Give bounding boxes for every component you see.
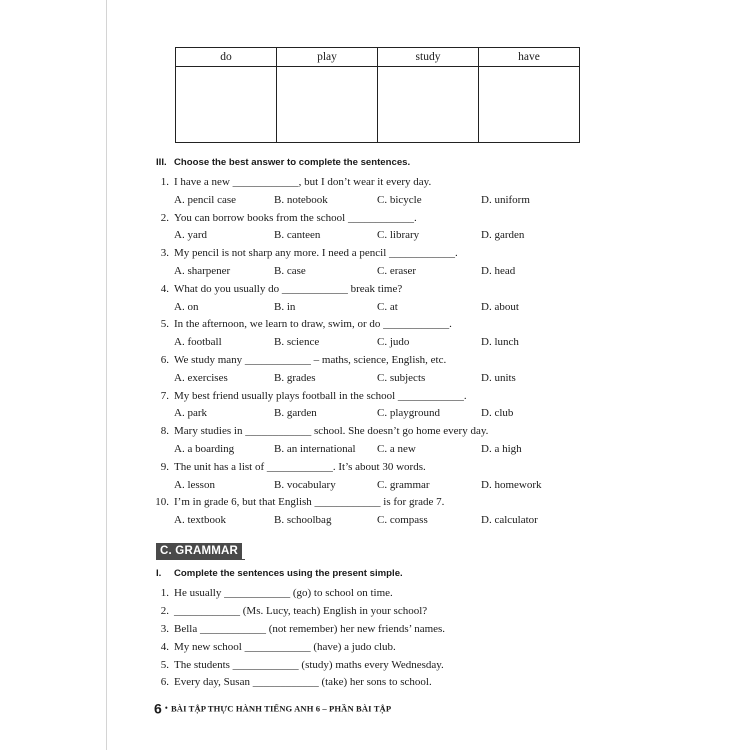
option-c: C. library	[377, 229, 420, 242]
option-c: C. bicycle	[377, 193, 422, 206]
grammar-i-instruction: Complete the sentences using the present simple.	[174, 568, 403, 579]
options-row	[153, 264, 593, 282]
page-footer	[154, 699, 391, 717]
question-row	[153, 460, 593, 478]
question-row	[153, 317, 593, 335]
question-text: I’m in grade 6, but that English ____________ is for grade 7.	[174, 496, 445, 509]
question-number: 9.	[160, 460, 169, 473]
option-a: A. lesson	[174, 478, 215, 491]
question-number: 5.	[160, 318, 169, 331]
grammar-item	[153, 658, 593, 676]
options-row	[153, 371, 593, 389]
option-c: C. judo	[377, 336, 410, 349]
option-c: C. grammar	[377, 478, 430, 491]
options-row	[153, 335, 593, 353]
question-number: 6.	[160, 353, 169, 366]
section-iii-number: III.	[156, 157, 167, 168]
question-text: In the afternoon, we learn to draw, swim, or do ____________.	[174, 318, 452, 331]
option-c: C. eraser	[377, 264, 417, 277]
grammar-item-number: 3.	[160, 622, 169, 635]
question-row	[153, 389, 593, 407]
question-text: My pencil is not sharp any more. I need a pencil ____________.	[174, 247, 458, 260]
bullet-icon: •	[164, 703, 168, 714]
grammar-item	[153, 604, 593, 622]
grammar-list	[153, 586, 593, 693]
table-header-study: study	[378, 48, 479, 67]
option-a: A. park	[174, 407, 207, 420]
grammar-item-text: He usually ____________ (go) to school on time.	[174, 587, 393, 599]
option-c: C. a new	[377, 442, 416, 455]
question-text: We study many ____________ – maths, science, English, etc.	[174, 353, 447, 366]
option-a: A. exercises	[174, 371, 228, 384]
option-c: C. compass	[377, 514, 428, 527]
section-c-badge: C. GRAMMAR	[156, 543, 242, 559]
option-d: D. calculator	[481, 514, 538, 527]
option-d: D. garden	[481, 229, 525, 242]
option-d: D. homework	[481, 478, 542, 491]
option-d: D. a high	[481, 442, 522, 455]
option-d: D. about	[481, 300, 519, 313]
grammar-item-text: My new school ____________ (have) a judo club.	[174, 640, 396, 653]
section-iii-instruction: Choose the best answer to complete the sentences.	[174, 157, 411, 168]
options-row	[153, 228, 593, 246]
option-b: B. garden	[274, 407, 317, 420]
question-row	[153, 424, 593, 442]
table-cell-do	[176, 67, 277, 143]
options-row	[153, 406, 593, 424]
question-number: 1.	[160, 176, 169, 188]
option-a: A. a boarding	[174, 442, 235, 455]
option-c: C. subjects	[377, 371, 426, 384]
question-text: Mary studies in ____________ school. She doesn’t go home every day.	[174, 425, 489, 438]
options-row	[153, 513, 593, 531]
grammar-item-number: 2.	[160, 604, 169, 617]
option-a: A. textbook	[174, 514, 226, 527]
option-b: B. schoolbag	[274, 514, 332, 527]
question-text: You can borrow books from the school ____________.	[174, 211, 417, 224]
option-b: B. notebook	[274, 193, 328, 206]
question-row	[153, 211, 593, 229]
question-row	[153, 175, 593, 193]
grammar-item-text: ____________ (Ms. Lucy, teach) English in your school?	[174, 604, 428, 617]
option-a: A. football	[174, 336, 222, 349]
grammar-item-text: Bella ____________ (not remember) her new friends’ names.	[174, 622, 446, 635]
option-d: D. uniform	[481, 193, 530, 206]
table-cell-study	[378, 67, 479, 143]
question-row	[153, 353, 593, 371]
option-a: A. yard	[174, 229, 207, 242]
question-text: The unit has a list of ____________. It’s about 30 words.	[174, 460, 426, 473]
page-number: 6	[154, 700, 162, 717]
option-b: B. case	[274, 264, 306, 277]
question-row	[153, 282, 593, 300]
table-cell-play	[277, 67, 378, 143]
grammar-item-text: Every day, Susan ____________ (take) her sons to school.	[174, 676, 432, 689]
grammar-i-number: I.	[156, 568, 162, 579]
option-b: B. science	[274, 336, 320, 349]
option-b: B. canteen	[274, 229, 321, 242]
option-c: C. at	[377, 300, 398, 313]
option-d: D. club	[481, 407, 514, 420]
options-row	[153, 300, 593, 318]
option-a: A. sharpener	[174, 264, 231, 277]
option-a: A. on	[174, 300, 199, 313]
grammar-item-number: 5.	[160, 658, 169, 671]
table-header-have: have	[479, 48, 580, 67]
question-number: 10.	[155, 496, 169, 509]
options-row	[153, 442, 593, 460]
option-d: D. units	[481, 371, 516, 384]
book-title: BÀI TẬP THỰC HÀNH TIẾNG ANH 6 – PHẦN BÀI TẬP	[170, 703, 392, 714]
question-number: 8.	[160, 425, 169, 438]
page-edge-line	[106, 0, 107, 750]
options-row	[153, 193, 593, 211]
table-header-play: play	[277, 48, 378, 67]
question-row	[153, 246, 593, 264]
question-text: What do you usually do ____________ break time?	[174, 282, 403, 295]
grammar-item	[153, 640, 593, 658]
grammar-item-number: 6.	[160, 676, 169, 689]
question-list	[153, 175, 593, 531]
option-b: B. an international	[274, 442, 356, 455]
question-number: 2.	[160, 211, 169, 224]
option-a: A. pencil case	[174, 193, 236, 206]
vocabulary-table	[175, 47, 580, 143]
grammar-item	[153, 675, 593, 693]
grammar-item	[153, 622, 593, 640]
section-iii-heading	[156, 157, 410, 168]
option-d: D. lunch	[481, 336, 519, 349]
question-row	[153, 495, 593, 513]
table-header-do: do	[176, 48, 277, 67]
section-c-divider	[156, 559, 245, 560]
table-cell-have	[479, 67, 580, 143]
question-text: My best friend usually plays football in the school ____________.	[174, 389, 467, 402]
grammar-item-number: 4.	[160, 640, 169, 653]
grammar-item-text: The students ____________ (study) maths every Wednesday.	[174, 658, 444, 671]
table-header-row	[176, 48, 580, 67]
question-number: 7.	[160, 389, 169, 402]
option-b: B. grades	[274, 371, 316, 384]
grammar-item-number: 1.	[160, 587, 169, 599]
options-row	[153, 478, 593, 496]
question-text: I have a new ____________, but I don’t wear it every day.	[174, 176, 432, 188]
option-b: B. in	[274, 300, 296, 313]
option-b: B. vocabulary	[274, 478, 336, 491]
question-number: 4.	[160, 282, 169, 295]
option-c: C. playground	[377, 407, 440, 420]
grammar-item	[153, 586, 593, 604]
grammar-i-heading	[156, 568, 403, 579]
question-number: 3.	[160, 247, 169, 260]
option-d: D. head	[481, 264, 516, 277]
table-row	[176, 67, 580, 143]
